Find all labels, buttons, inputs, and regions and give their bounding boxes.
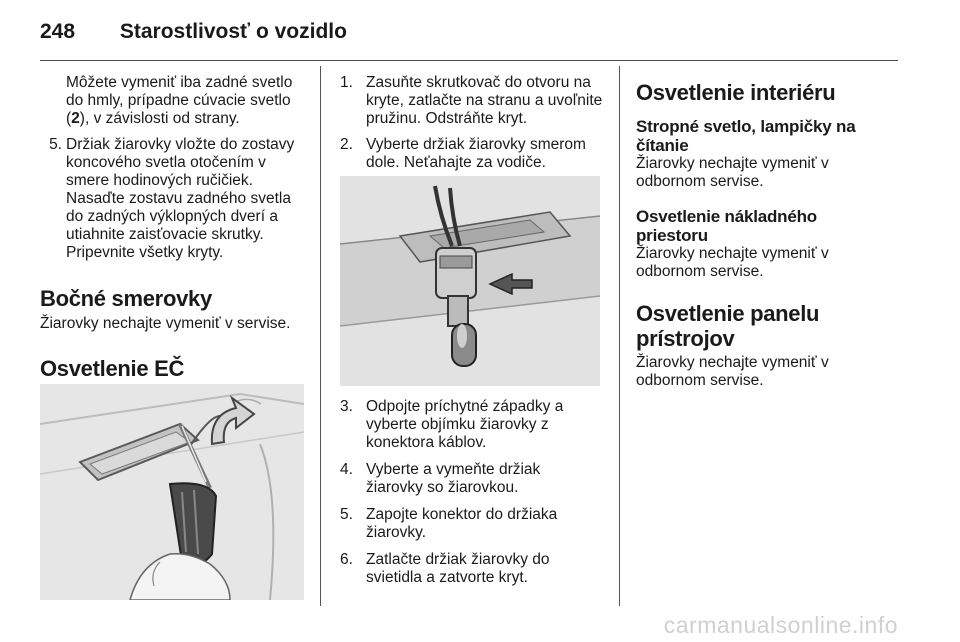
- step-2: 2. Vyberte držiak žiarovky smerom dole. Neťahajte za vodiče.: [340, 136, 586, 171]
- section-heading-plate-light: Osvetlenie EČ: [40, 356, 185, 381]
- column-divider-2: [619, 66, 620, 606]
- column-2: [340, 74, 608, 172]
- step-6: 6. Zatlačte držiak žiarovky do svietidla a zatvorte kryt.: [340, 551, 550, 586]
- section-heading-interior-lighting: Osvetlenie interiéru: [636, 80, 836, 105]
- text-cargo-light: Žiarovky nechajte vymeniť v odbornom servise.: [636, 245, 829, 280]
- page-header: [40, 20, 347, 44]
- column-3: [636, 80, 906, 390]
- page-number: 248: [40, 20, 76, 43]
- step-4: 4. Vyberte a vymeňte držiak žiarovky so žiarovkou.: [340, 461, 541, 496]
- column-2-lower: [340, 398, 608, 587]
- column-divider-1: [320, 66, 321, 606]
- step-5b: 5. Zapojte konektor do držiaka žiarovky.: [340, 506, 558, 541]
- header-rule: [40, 60, 898, 61]
- figure-bulb-holder: [340, 176, 600, 386]
- section-heading-instrument-panel: Osvetlenie panelu prístrojov: [636, 301, 820, 351]
- step-3: 3. Odpojte príchytné západky a vyberte objímku žiarovky z konektora káblov.: [340, 398, 564, 451]
- step-1: 1. Zasuňte skrutkovač do otvoru na kryte, zatlačte na stranu a uvoľnite pružinu. Odstráňte kryt.: [340, 74, 603, 127]
- subheading-cargo-light: Osvetlenie nákladného priestoru: [636, 207, 817, 245]
- step-5: 5. Držiak žiarovky vložte do zostavy koncového svetla otočením v smere hodinových ručičiek. Nasaďte zostavu zadného svetla do zadných výklopných dverí a utiahnite zaisťovacie skrutky. Pripevnite všetky kryty.: [40, 136, 306, 262]
- text-instrument-panel: Žiarovky nechajte vymeniť v odbornom servise.: [636, 354, 829, 389]
- step-5-text: Držiak žiarovky vložte do zostavy koncového svetla otočením v smere hodinových ručičiek. Nasaďte zostavu zadného svetla do zadných výklopných dverí a utiahnite zaisťovacie skrutky. Pripevnite všetky kryty.: [66, 136, 295, 261]
- subheading-ceiling-light: Stropné svetlo, lampičky na čítanie: [636, 117, 856, 155]
- bulb-holder-illustration: [340, 176, 600, 386]
- watermark: carmanualsonline.info: [663, 612, 898, 638]
- column-1: [40, 74, 306, 381]
- section-heading-turn-signals: Bočné smerovky: [40, 286, 212, 311]
- figure-plate-light: [40, 384, 304, 600]
- text-ceiling-light: Žiarovky nechajte vymeniť v odbornom servise.: [636, 155, 829, 190]
- plate-light-illustration: [40, 384, 304, 600]
- chapter-title: Starostlivosť o vozidlo: [119, 20, 347, 43]
- section-text-turn-signals: Žiarovky nechajte vymeniť v servise.: [40, 315, 291, 332]
- intro-paragraph: Môžete vymeniť iba zadné svetlo do hmly, prípadne cúvacie svetlo (2), v závislosti od strany.: [66, 74, 293, 127]
- ref-number: 2: [71, 110, 80, 127]
